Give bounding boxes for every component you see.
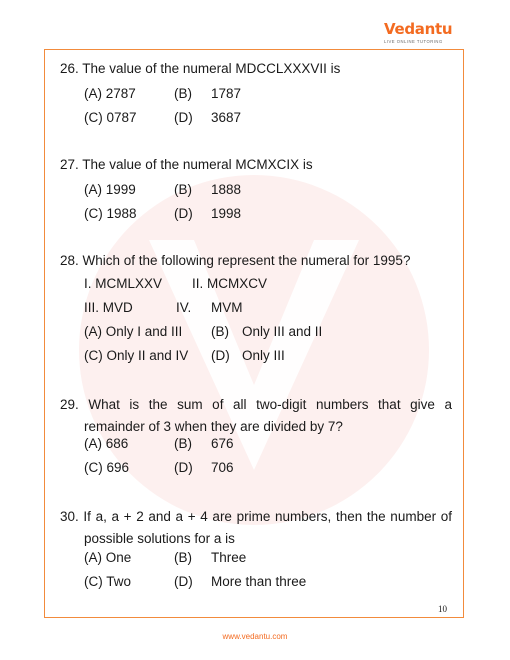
footer-link[interactable]: www.vedantu.com xyxy=(222,632,288,641)
option-d: 1998 xyxy=(211,206,242,221)
option-b: Only III and II xyxy=(242,324,323,339)
option-b-label: (B) xyxy=(211,324,229,339)
option-b-label: (B) xyxy=(174,86,192,101)
option-b: 676 xyxy=(211,436,234,451)
question-28 xyxy=(60,250,452,272)
question-text: 29. What is the sum of all two-digit numbers that give a remainder of 3 when they are divided by 7? xyxy=(60,397,452,434)
question-27 xyxy=(60,154,452,176)
option-d-label: (D) xyxy=(174,574,193,589)
question-30 xyxy=(60,506,452,550)
option-c: (C) Two xyxy=(84,574,132,589)
option-a: (A) One xyxy=(84,550,132,565)
option-a: (A) Only I and III xyxy=(84,324,183,339)
question-29 xyxy=(60,394,452,438)
question-text: 26. The value of the numeral MDCCLXXXVII is xyxy=(60,61,341,76)
statement-ii: II. MCMXCV xyxy=(192,276,268,291)
option-b-label: (B) xyxy=(174,550,192,565)
option-c: (C) Only II and IV xyxy=(84,348,189,363)
statement-iv-label: IV. xyxy=(176,300,192,315)
option-b: 1787 xyxy=(211,86,242,101)
question-text: 27. The value of the numeral MCMXCIX is xyxy=(60,157,313,172)
statement-iv: MVM xyxy=(211,300,243,315)
option-a: (A) 686 xyxy=(84,436,129,451)
option-d: 3687 xyxy=(211,110,242,125)
option-d-label: (D) xyxy=(211,348,230,363)
question-26 xyxy=(60,58,452,80)
option-a: (A) 1999 xyxy=(84,182,136,197)
option-d: 706 xyxy=(211,460,234,475)
option-d: More than three xyxy=(211,574,307,589)
option-b: Three xyxy=(211,550,247,565)
option-d: Only III xyxy=(242,348,285,363)
question-text: 28. Which of the following represent the numeral for 1995? xyxy=(60,253,411,268)
option-b-label: (B) xyxy=(174,182,192,197)
statement-iii: III. MVD xyxy=(84,300,133,315)
option-d-label: (D) xyxy=(174,110,193,125)
question-text: 30. If a, a + 2 and a + 4 are prime numbers, then the number of possible solutions for a is xyxy=(60,509,452,546)
option-d-label: (D) xyxy=(174,460,193,475)
option-d-label: (D) xyxy=(174,206,193,221)
statement-i: I. MCMLXXV xyxy=(84,276,163,291)
option-c: (C) 696 xyxy=(84,460,130,475)
option-b: 1888 xyxy=(211,182,242,197)
option-c: (C) 1988 xyxy=(84,206,137,221)
option-c: (C) 0787 xyxy=(84,110,137,125)
option-b-label: (B) xyxy=(174,436,192,451)
page-number: 10 xyxy=(438,604,447,614)
vedantu-logo xyxy=(384,20,464,46)
option-a: (A) 2787 xyxy=(84,86,136,101)
logo-wordmark: Vedantu xyxy=(384,20,453,38)
logo-tagline: LIVE ONLINE TUTORING xyxy=(384,39,443,44)
